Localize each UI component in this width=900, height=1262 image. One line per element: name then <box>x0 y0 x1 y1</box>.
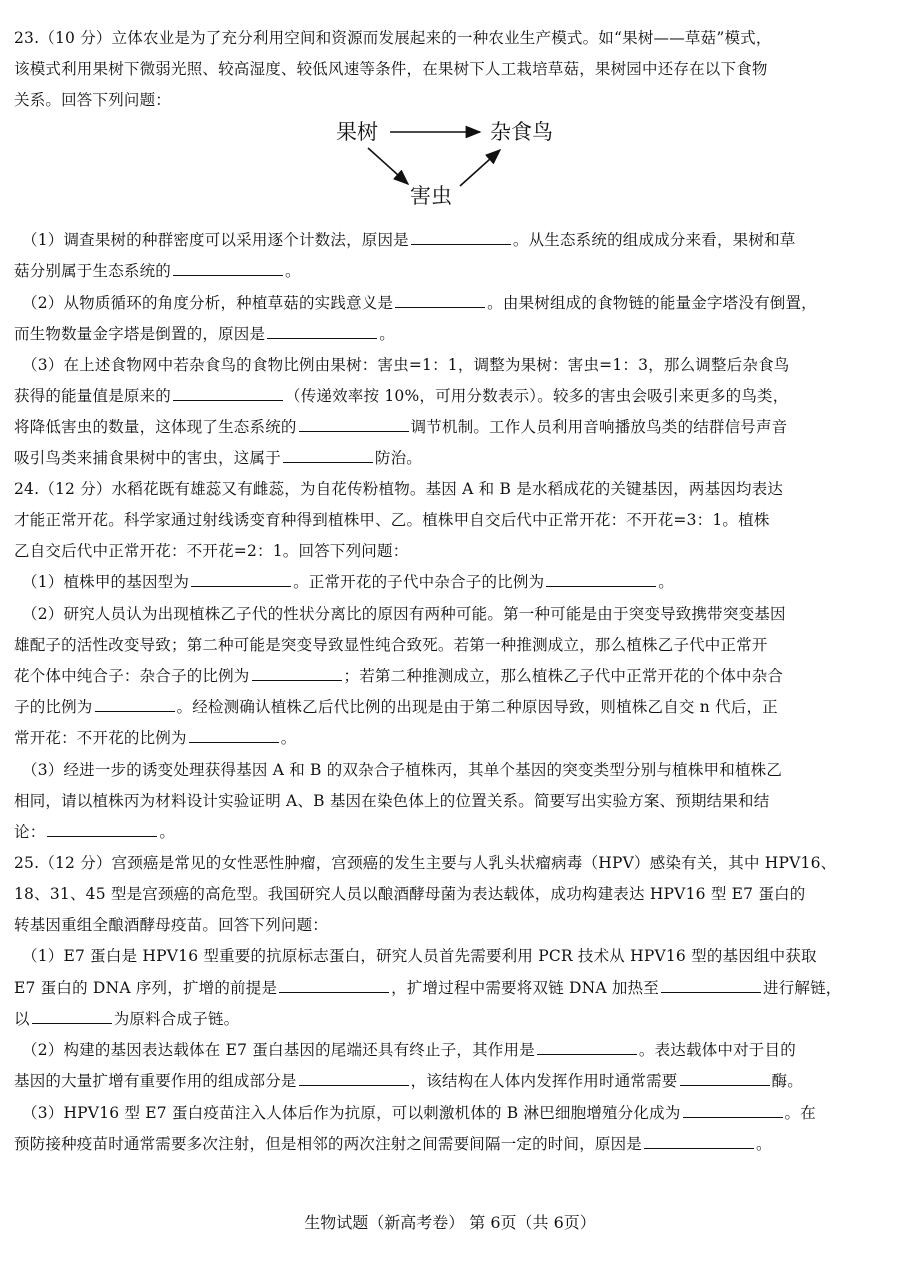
q23-part3-line3 <box>14 415 886 439</box>
text: 乙自交后代中正常开花：不开花=2：1。回答下列问题： <box>14 542 409 560</box>
text: 。 <box>756 1135 772 1153</box>
text: 该模式利用果树下微弱光照、较高湿度、较低风速等条件，在果树下人工栽培草菇，果树园中还存在以下食物 <box>14 60 768 78</box>
q23-part3-line2 <box>14 384 886 408</box>
q25-part3-line1 <box>22 1101 886 1125</box>
text: 调节机制。工作人员利用音响播放鸟类的结群信号声音 <box>410 418 788 436</box>
q23-intro-line <box>14 57 886 81</box>
text: 18、31、45 型是宫颈癌的高危型。我国研究人员以酿酒酵母菌为表达载体，成功构建表达 HPV16 型 E7 蛋白的 <box>14 885 806 903</box>
q24-part2-line2 <box>14 633 886 657</box>
text: 转基因重组全酿酒酵母疫苗。回答下列问题： <box>14 916 329 934</box>
q25-part2-line1 <box>22 1038 886 1062</box>
text: 24.（12 分）水稻花既有雄蕊又有雌蕊，为自花传粉植物。基因 A 和 B 是水稻成花的关键基因，两基因均表达 <box>14 480 784 498</box>
text: 。 <box>658 573 674 591</box>
text: 以 <box>14 1010 30 1028</box>
text: 将降低害虫的数量，这体现了生态系统的 <box>14 418 297 436</box>
answer-blank[interactable] <box>189 728 279 743</box>
text: 预防接种疫苗时通常需要多次注射，但是相邻的两次注射之间需要间隔一定的时间，原因是 <box>14 1135 643 1153</box>
page-footer: 生物试题（新高考卷） 第 6页（共 6页） <box>304 1213 596 1232</box>
text: （2）从物质循环的角度分析，种植草菇的实践意义是 <box>22 294 394 312</box>
answer-blank[interactable] <box>283 448 373 463</box>
text: 基因的大量扩增有重要作用的组成部分是 <box>14 1072 297 1090</box>
answer-blank[interactable] <box>173 261 283 276</box>
answer-blank[interactable] <box>267 324 377 339</box>
q23-part3-line4 <box>14 446 886 470</box>
text: 相同，请以植株丙为材料设计实验证明 A、B 基因在染色体上的位置关系。简要写出实验方案、预期结果和结 <box>14 792 770 810</box>
text: （1）E7 蛋白是 HPV16 型重要的抗原标志蛋白，研究人员首先需要利用 PCR 技术从 HPV16 型的基因组中获取 <box>22 947 817 965</box>
text: （3）在上述食物网中若杂食鸟的食物比例由果树：害虫=1：1，调整为果树：害虫=1：3，那么调整后杂食鸟 <box>22 356 790 374</box>
q23-part2-line2 <box>14 322 886 346</box>
q24-part3-line2 <box>14 789 886 813</box>
q23-intro-line <box>14 26 886 50</box>
text: 。由果树组成的食物链的能量金字塔没有倒置， <box>487 294 817 312</box>
answer-blank[interactable] <box>395 293 485 308</box>
text: 23.（10 分）立体农业是为了充分利用空间和资源而发展起来的一种农业生产模式。如“果树——草菇”模式， <box>14 29 772 47</box>
answer-blank[interactable] <box>644 1134 754 1149</box>
q25-part1-line3 <box>14 1007 886 1031</box>
text: 。从生态系统的组成成分来看，果树和草 <box>512 231 796 249</box>
text: 进行解链， <box>763 979 842 997</box>
answer-blank[interactable] <box>279 978 389 993</box>
q24-intro-line <box>14 477 886 501</box>
text: 。 <box>159 823 176 841</box>
text: 雄配子的活性改变导致；第二种可能是突变导致显性纯合致死。若第一种推测成立，那么植株乙子代中正常开 <box>14 636 768 654</box>
q23-part1-line2 <box>14 259 886 283</box>
text: （传递效率按 10%，可用分数表示）。较多的害虫会吸引来更多的鸟类， <box>285 387 789 405</box>
text: 。 <box>280 729 297 747</box>
text: 。表达载体中对于目的 <box>638 1041 796 1059</box>
text: 花个体中纯合子：杂合子的比例为 <box>14 667 250 685</box>
text: 。 <box>379 325 395 343</box>
text: 。正常开花的子代中杂合子的比例为 <box>293 573 545 591</box>
q24-part3-line1 <box>22 758 886 782</box>
q25-intro-line <box>14 882 886 906</box>
text: （2）研究人员认为出现植株乙子代的性状分离比的原因有两种可能。第一种可能是由于突变导致携带突变基因 <box>22 605 786 623</box>
text: 25.（12 分）宫颈癌是常见的女性恶性肿瘤，宫颈癌的发生主要与人乳头状瘤病毒（HPV）感染有关，其中 HPV16、 <box>14 854 837 872</box>
text: 。 <box>285 262 301 280</box>
text: ，扩增过程中需要将双链 DNA 加热至 <box>391 979 659 997</box>
text: 而生物数量金字塔是倒置的，原因是 <box>14 325 266 343</box>
q23-part1-line1 <box>22 228 886 252</box>
text: （1）植株甲的基因型为 <box>22 573 190 591</box>
q25-part3-line2 <box>14 1132 886 1156</box>
answer-blank[interactable] <box>683 1103 783 1118</box>
answer-blank[interactable] <box>546 572 656 587</box>
food-web-diagram <box>320 116 580 216</box>
answer-blank[interactable] <box>661 978 761 993</box>
answer-blank[interactable] <box>47 822 157 837</box>
answer-blank[interactable] <box>95 697 175 712</box>
text: E7 蛋白的 DNA 序列，扩增的前提是 <box>14 979 278 997</box>
text: （3）经进一步的诱变处理获得基因 A 和 B 的双杂合子植株丙，其单个基因的突变类型分别与植株甲和植株乙 <box>22 761 783 779</box>
text: 防治。 <box>374 449 423 467</box>
text: （2）构建的基因表达载体在 E7 蛋白基因的尾端还具有终止子，其作用是 <box>22 1041 535 1059</box>
text: 酶。 <box>771 1072 803 1090</box>
q24-part1-line1 <box>22 570 886 594</box>
q25-part1-line2 <box>14 976 886 1000</box>
q24-intro-line <box>14 508 886 532</box>
q25-part2-line2 <box>14 1069 886 1093</box>
text: 获得的能量值是原来的 <box>14 387 172 405</box>
text: 菇分别属于生态系统的 <box>14 262 172 280</box>
answer-blank[interactable] <box>252 666 342 681</box>
q25-intro-line <box>14 913 886 937</box>
text: 吸引鸟类来捕食果树中的害虫，这属于 <box>14 449 281 467</box>
q23-part2-line1 <box>22 291 886 315</box>
q24-part2-line4 <box>14 695 886 719</box>
q24-part2-line1 <box>22 602 886 626</box>
answer-blank[interactable] <box>299 417 409 432</box>
answer-blank[interactable] <box>191 572 291 587</box>
text: 论： <box>14 823 46 841</box>
q24-part3-line3 <box>14 820 886 844</box>
arrow-pest-to-bird <box>460 150 500 186</box>
answer-blank[interactable] <box>299 1071 409 1086</box>
answer-blank[interactable] <box>680 1071 770 1086</box>
node-omnivorous-bird: 杂食鸟 <box>490 120 553 144</box>
text: 子的比例为 <box>14 698 93 716</box>
text: 关系。回答下列问题： <box>14 91 172 109</box>
text: 。在 <box>784 1104 816 1122</box>
answer-blank[interactable] <box>32 1009 112 1024</box>
answer-blank[interactable] <box>537 1040 637 1055</box>
text: 。经检测确认植株乙后代比例的出现是由于第二种原因导致，则植株乙自交 n 代后，正 <box>176 698 778 716</box>
q23-part3-line1 <box>22 353 886 377</box>
answer-blank[interactable] <box>411 230 511 245</box>
node-pest: 害虫 <box>410 184 452 208</box>
q25-intro-line <box>14 851 886 875</box>
q24-part2-line3 <box>14 664 886 688</box>
text: ；若第二种推测成立，那么植株乙子代中正常开花的个体中杂合 <box>343 667 784 685</box>
q25-part1-line1 <box>22 944 886 968</box>
text: 常开花：不开花的比例为 <box>14 729 187 747</box>
q23-intro-line <box>14 88 886 112</box>
answer-blank[interactable] <box>173 386 283 401</box>
text: 为原料合成子链。 <box>113 1010 240 1028</box>
text: （3）HPV16 型 E7 蛋白疫苗注入人体后作为抗原，可以刺激机体的 B 淋巴细胞增殖分化成为 <box>22 1104 681 1122</box>
q24-part2-line5 <box>14 726 886 750</box>
node-fruit-tree: 果树 <box>336 120 378 144</box>
text: ，该结构在人体内发挥作用时通常需要 <box>410 1072 678 1090</box>
q24-intro-line <box>14 539 886 563</box>
text: （1）调查果树的种群密度可以采用逐个计数法，原因是 <box>22 231 409 249</box>
text: 才能正常开花。科学家通过射线诱变育种得到植株甲、乙。植株甲自交后代中正常开花：不开花=3：1。植株 <box>14 511 770 529</box>
arrow-fruit-tree-to-pest <box>368 148 408 184</box>
